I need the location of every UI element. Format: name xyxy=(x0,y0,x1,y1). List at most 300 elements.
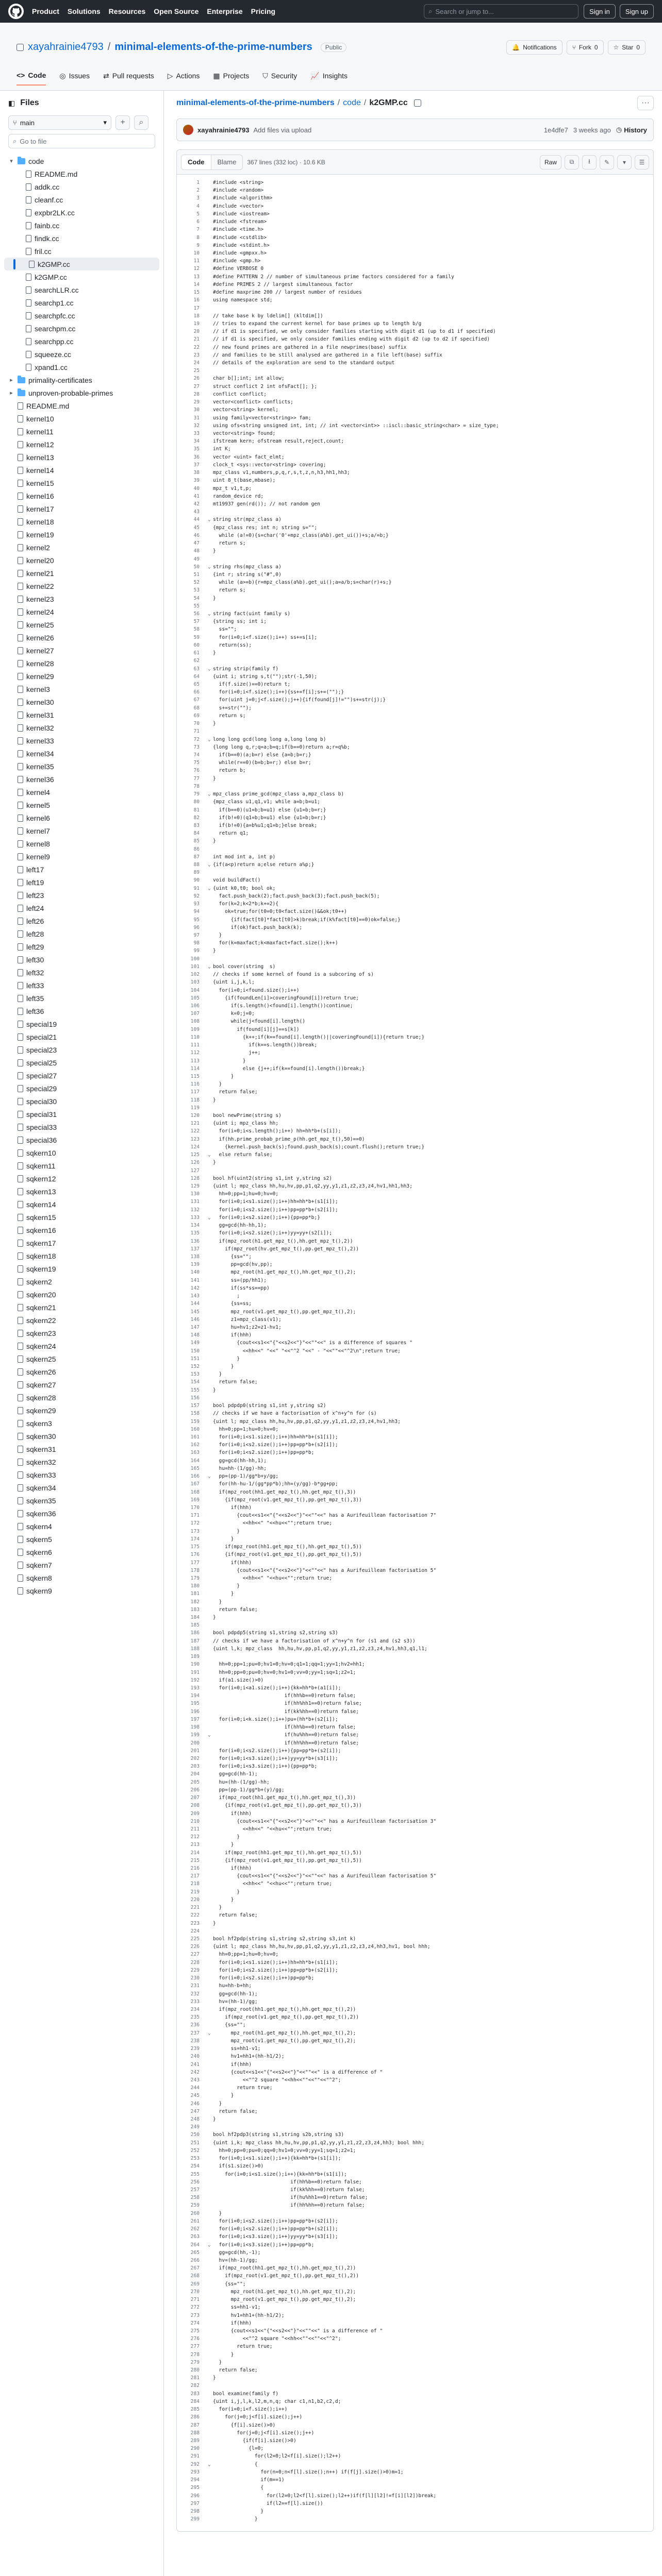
tree-file[interactable] xyxy=(4,1172,159,1185)
line-number[interactable]: 157 xyxy=(190,1403,200,1409)
line-number[interactable]: 149 xyxy=(190,1340,200,1346)
fold-chevron-icon[interactable]: ⌄ xyxy=(208,862,211,868)
line-number[interactable]: 46 xyxy=(193,532,200,538)
line-number[interactable]: 136 xyxy=(190,1238,200,1244)
tree-file[interactable] xyxy=(4,309,159,322)
line-number[interactable]: 268 xyxy=(190,2273,200,2279)
line-number[interactable]: 287 xyxy=(190,2422,200,2428)
line-number[interactable]: 121 xyxy=(190,1121,200,1127)
line-number[interactable]: 135 xyxy=(190,1230,200,1236)
line-number[interactable]: 94 xyxy=(193,909,200,915)
line-number[interactable]: 145 xyxy=(190,1309,200,1315)
tree-file[interactable] xyxy=(4,1095,159,1108)
line-number[interactable]: 128 xyxy=(190,1175,200,1181)
tree-file[interactable] xyxy=(4,502,159,515)
line-number[interactable]: 196 xyxy=(190,1708,200,1715)
line-number[interactable]: 238 xyxy=(190,2038,200,2044)
tree-file[interactable] xyxy=(4,592,159,605)
tree-file[interactable] xyxy=(4,876,159,889)
line-number[interactable]: 172 xyxy=(190,1520,200,1527)
line-number[interactable]: 195 xyxy=(190,1701,200,1707)
edit-pencil-icon[interactable]: ✎ xyxy=(600,155,614,170)
line-number[interactable]: 163 xyxy=(190,1450,200,1456)
line-number[interactable]: 6 xyxy=(196,219,200,225)
tree-file[interactable] xyxy=(4,580,159,592)
tree-file[interactable] xyxy=(4,927,159,940)
line-number[interactable]: 71 xyxy=(193,728,200,735)
line-number[interactable]: 20 xyxy=(193,329,200,335)
line-number[interactable]: 73 xyxy=(193,744,200,750)
line-number[interactable]: 17 xyxy=(193,305,200,311)
history-button[interactable] xyxy=(616,126,647,134)
line-number[interactable]: 31 xyxy=(193,415,200,421)
tree-file[interactable] xyxy=(4,1507,159,1520)
line-number[interactable]: 229 xyxy=(190,1967,200,1973)
line-number[interactable]: 22 xyxy=(193,344,200,350)
line-number[interactable]: 42 xyxy=(193,501,200,507)
line-number[interactable]: 206 xyxy=(190,1787,200,1793)
line-number[interactable]: 198 xyxy=(190,1724,200,1731)
tree-file[interactable] xyxy=(4,489,159,502)
line-number[interactable]: 230 xyxy=(190,1975,200,1981)
line-number[interactable]: 170 xyxy=(190,1504,200,1511)
line-number[interactable]: 29 xyxy=(193,399,200,405)
line-number[interactable]: 55 xyxy=(193,603,200,609)
line-number[interactable]: 235 xyxy=(190,2014,200,2021)
line-number[interactable]: 64 xyxy=(193,673,200,680)
tree-file[interactable] xyxy=(4,1301,159,1314)
line-number[interactable]: 232 xyxy=(190,1991,200,1997)
fold-chevron-icon[interactable]: ⌄ xyxy=(208,611,211,617)
line-number[interactable]: 160 xyxy=(190,1426,200,1432)
line-number[interactable]: 297 xyxy=(190,2500,200,2506)
line-number[interactable]: 270 xyxy=(190,2289,200,2295)
line-number[interactable]: 184 xyxy=(190,1615,200,1621)
line-number[interactable]: 261 xyxy=(190,2218,200,2224)
line-number[interactable]: 88 xyxy=(193,862,200,868)
line-number[interactable]: 253 xyxy=(190,2156,200,2162)
tree-file[interactable] xyxy=(4,425,159,438)
line-number[interactable]: 215 xyxy=(190,1857,200,1863)
tree-file[interactable] xyxy=(4,399,159,412)
line-number[interactable]: 89 xyxy=(193,870,200,876)
line-number[interactable]: 156 xyxy=(190,1395,200,1401)
line-number[interactable]: 122 xyxy=(190,1128,200,1134)
tree-file[interactable] xyxy=(4,361,159,374)
line-number[interactable]: 113 xyxy=(190,1058,200,1064)
line-number[interactable]: 7 xyxy=(196,227,200,233)
tree-file[interactable] xyxy=(4,1584,159,1597)
tree-folder[interactable] xyxy=(4,374,159,386)
tree-file[interactable] xyxy=(4,567,159,580)
line-number[interactable]: 203 xyxy=(190,1764,200,1770)
github-logo-icon[interactable] xyxy=(8,4,24,19)
add-file-button[interactable]: + xyxy=(115,115,130,130)
line-number[interactable]: 21 xyxy=(193,336,200,343)
tree-file[interactable] xyxy=(4,515,159,528)
tab-code[interactable] xyxy=(16,71,46,86)
line-number[interactable]: 79 xyxy=(193,791,200,798)
star-button[interactable] xyxy=(608,40,646,55)
line-number[interactable]: 148 xyxy=(190,1332,200,1338)
line-number[interactable]: 101 xyxy=(190,963,200,970)
line-number[interactable]: 279 xyxy=(190,2359,200,2365)
tree-file[interactable] xyxy=(4,914,159,927)
line-number[interactable]: 58 xyxy=(193,626,200,633)
tree-file[interactable] xyxy=(4,696,159,708)
line-number[interactable]: 245 xyxy=(190,2093,200,2099)
line-number[interactable]: 267 xyxy=(190,2265,200,2272)
line-number[interactable]: 200 xyxy=(190,1740,200,1746)
line-number[interactable]: 100 xyxy=(190,956,200,962)
line-number[interactable]: 80 xyxy=(193,799,200,805)
tree-file[interactable] xyxy=(4,335,159,348)
nav-solutions[interactable]: Solutions xyxy=(67,7,101,15)
tree-file[interactable] xyxy=(4,631,159,644)
line-number[interactable]: 298 xyxy=(190,2508,200,2514)
tree-file[interactable] xyxy=(4,1571,159,1584)
tree-file[interactable] xyxy=(4,1365,159,1378)
line-number[interactable]: 38 xyxy=(193,470,200,476)
line-number[interactable]: 132 xyxy=(190,1207,200,1213)
line-number[interactable]: 146 xyxy=(190,1316,200,1323)
line-number[interactable]: 296 xyxy=(190,2493,200,2499)
sidebar-collapse-icon[interactable]: ◧ xyxy=(8,98,15,107)
line-number[interactable]: 69 xyxy=(193,713,200,719)
line-number[interactable]: 223 xyxy=(190,1920,200,1926)
line-number[interactable]: 199 xyxy=(190,1732,200,1738)
fold-chevron-icon[interactable]: ⌄ xyxy=(208,1732,211,1738)
line-number[interactable]: 78 xyxy=(193,783,200,789)
tree-file[interactable] xyxy=(4,296,159,309)
line-number[interactable]: 123 xyxy=(190,1136,200,1142)
code-view-button[interactable]: Code xyxy=(181,155,211,170)
line-number[interactable]: 40 xyxy=(193,485,200,492)
tree-file[interactable] xyxy=(4,708,159,721)
line-number[interactable]: 286 xyxy=(190,2414,200,2420)
line-number[interactable]: 60 xyxy=(193,642,200,648)
tree-file[interactable] xyxy=(4,283,159,296)
line-number[interactable]: 92 xyxy=(193,893,200,899)
line-number[interactable]: 57 xyxy=(193,619,200,625)
line-number[interactable]: 242 xyxy=(190,2069,200,2075)
line-number[interactable]: 33 xyxy=(193,431,200,436)
line-number[interactable]: 153 xyxy=(190,1371,200,1378)
tree-file[interactable] xyxy=(4,1082,159,1095)
download-icon[interactable]: ⭳ xyxy=(582,155,597,170)
tree-file[interactable] xyxy=(4,1533,159,1546)
line-number[interactable]: 285 xyxy=(190,2406,200,2413)
line-number[interactable]: 51 xyxy=(193,571,200,578)
tree-file[interactable] xyxy=(4,1443,159,1455)
line-number[interactable]: 175 xyxy=(190,1544,200,1550)
tree-file[interactable] xyxy=(4,850,159,863)
line-number[interactable]: 44 xyxy=(193,517,200,523)
line-number[interactable]: 176 xyxy=(190,1552,200,1558)
line-number[interactable]: 87 xyxy=(193,854,200,860)
tree-file[interactable] xyxy=(4,1133,159,1146)
line-number[interactable]: 104 xyxy=(190,987,200,993)
tree-file[interactable] xyxy=(4,438,159,451)
line-number[interactable]: 36 xyxy=(193,454,200,460)
line-number[interactable]: 154 xyxy=(190,1379,200,1385)
line-number[interactable]: 259 xyxy=(190,2202,200,2209)
line-number[interactable]: 83 xyxy=(193,822,200,828)
line-number[interactable]: 1 xyxy=(196,180,200,185)
line-number[interactable]: 111 xyxy=(190,1042,200,1048)
line-number[interactable]: 159 xyxy=(190,1418,200,1425)
line-number[interactable]: 164 xyxy=(190,1458,200,1464)
tree-file[interactable] xyxy=(4,554,159,567)
line-number[interactable]: 294 xyxy=(190,2477,200,2483)
line-number[interactable]: 61 xyxy=(193,650,200,656)
line-number[interactable]: 239 xyxy=(190,2046,200,2052)
line-number[interactable]: 216 xyxy=(190,1866,200,1872)
line-number[interactable]: 180 xyxy=(190,1583,200,1589)
tree-file[interactable] xyxy=(4,180,159,193)
tree-file[interactable] xyxy=(4,258,159,270)
line-number[interactable]: 260 xyxy=(190,2210,200,2216)
tree-file[interactable] xyxy=(4,979,159,992)
line-number[interactable]: 194 xyxy=(190,1693,200,1699)
tree-file[interactable] xyxy=(4,1043,159,1056)
line-number[interactable]: 165 xyxy=(190,1465,200,1471)
line-number[interactable]: 77 xyxy=(193,775,200,782)
line-number[interactable]: 246 xyxy=(190,2100,200,2107)
line-number[interactable]: 129 xyxy=(190,1183,200,1189)
line-number[interactable]: 62 xyxy=(193,658,200,664)
line-number[interactable]: 189 xyxy=(190,1654,200,1660)
tree-file[interactable] xyxy=(4,760,159,773)
line-number[interactable]: 125 xyxy=(190,1152,200,1158)
line-number[interactable]: 8 xyxy=(196,234,200,241)
line-number[interactable]: 142 xyxy=(190,1285,200,1291)
line-number[interactable]: 251 xyxy=(190,2140,200,2146)
line-number[interactable]: 276 xyxy=(190,2336,200,2342)
line-number[interactable]: 233 xyxy=(190,1998,200,2005)
tree-file[interactable] xyxy=(4,1378,159,1391)
tree-file[interactable] xyxy=(4,541,159,554)
tree-file[interactable] xyxy=(4,451,159,464)
line-number[interactable]: 116 xyxy=(190,1081,200,1088)
line-number[interactable]: 63 xyxy=(193,666,200,672)
tree-file[interactable] xyxy=(4,1159,159,1172)
sign-in-link[interactable]: Sign in xyxy=(584,4,616,19)
fork-button[interactable] xyxy=(567,40,604,55)
line-number[interactable]: 262 xyxy=(190,2226,200,2232)
line-number[interactable]: 236 xyxy=(190,2022,200,2028)
tree-file[interactable] xyxy=(4,528,159,541)
tree-file[interactable] xyxy=(4,1417,159,1430)
line-number[interactable]: 11 xyxy=(193,258,200,264)
line-number[interactable]: 96 xyxy=(193,924,200,930)
line-number[interactable]: 30 xyxy=(193,407,200,413)
line-number[interactable]: 258 xyxy=(190,2195,200,2201)
line-number[interactable]: 150 xyxy=(190,1348,200,1354)
line-number[interactable]: 275 xyxy=(190,2328,200,2334)
line-number[interactable]: 3 xyxy=(196,195,200,201)
tree-file[interactable] xyxy=(4,193,159,206)
line-number[interactable]: 248 xyxy=(190,2116,200,2123)
tree-file[interactable] xyxy=(4,1185,159,1198)
line-number[interactable]: 166 xyxy=(190,1473,200,1480)
line-number[interactable]: 237 xyxy=(190,2030,200,2036)
sign-up-button[interactable]: Sign up xyxy=(620,4,654,19)
line-number[interactable]: 243 xyxy=(190,2077,200,2083)
line-number[interactable]: 272 xyxy=(190,2304,200,2311)
line-number[interactable]: 250 xyxy=(190,2132,200,2138)
line-number[interactable]: 110 xyxy=(190,1034,200,1040)
line-number[interactable]: 138 xyxy=(190,1253,200,1260)
avatar[interactable] xyxy=(183,125,193,135)
tree-file[interactable] xyxy=(4,786,159,799)
line-number[interactable]: 48 xyxy=(193,548,200,554)
tree-file[interactable] xyxy=(4,799,159,811)
tree-file[interactable] xyxy=(4,1121,159,1133)
line-number[interactable]: 221 xyxy=(190,1905,200,1911)
tree-folder[interactable] xyxy=(4,386,159,399)
line-number[interactable]: 240 xyxy=(190,2054,200,2060)
line-number[interactable]: 108 xyxy=(190,1019,200,1025)
line-number[interactable]: 118 xyxy=(190,1097,200,1103)
line-number[interactable]: 152 xyxy=(190,1364,200,1370)
line-number[interactable]: 228 xyxy=(190,1959,200,1965)
fold-chevron-icon[interactable]: ⌄ xyxy=(208,2242,211,2248)
tree-file[interactable] xyxy=(4,1494,159,1507)
line-number[interactable]: 74 xyxy=(193,752,200,758)
line-number[interactable]: 105 xyxy=(190,995,200,1001)
line-number[interactable]: 181 xyxy=(190,1591,200,1597)
notifications-button[interactable] xyxy=(506,40,562,55)
line-number[interactable]: 12 xyxy=(193,266,200,272)
line-number[interactable]: 192 xyxy=(190,1677,200,1683)
fold-chevron-icon[interactable]: ⌄ xyxy=(208,885,211,891)
line-number[interactable]: 133 xyxy=(190,1214,200,1221)
line-number[interactable]: 197 xyxy=(190,1716,200,1722)
line-number[interactable]: 187 xyxy=(190,1638,200,1644)
tree-file[interactable] xyxy=(4,1030,159,1043)
line-number[interactable]: 126 xyxy=(190,1160,200,1166)
line-number[interactable]: 120 xyxy=(190,1113,200,1119)
line-number[interactable]: 27 xyxy=(193,383,200,389)
line-number[interactable]: 214 xyxy=(190,1850,200,1856)
tree-file[interactable] xyxy=(4,412,159,425)
tree-file[interactable] xyxy=(4,1198,159,1211)
line-number[interactable]: 224 xyxy=(190,1928,200,1934)
copy-icon[interactable]: ⧉ xyxy=(565,155,579,170)
tree-file[interactable] xyxy=(4,1430,159,1443)
line-number[interactable]: 59 xyxy=(193,634,200,640)
tree-file[interactable] xyxy=(4,1249,159,1262)
line-number[interactable]: 139 xyxy=(190,1262,200,1268)
line-number[interactable]: 295 xyxy=(190,2485,200,2491)
tree-file[interactable] xyxy=(4,1314,159,1327)
tree-file[interactable] xyxy=(4,245,159,258)
line-number[interactable]: 24 xyxy=(193,360,200,366)
copy-path-icon[interactable] xyxy=(414,99,421,107)
line-number[interactable]: 147 xyxy=(190,1324,200,1330)
line-number[interactable]: 254 xyxy=(190,2163,200,2170)
tree-file[interactable] xyxy=(4,966,159,979)
line-number[interactable]: 255 xyxy=(190,2171,200,2177)
line-number[interactable]: 115 xyxy=(190,1073,200,1079)
tree-file[interactable] xyxy=(4,1468,159,1481)
tree-file[interactable] xyxy=(4,734,159,747)
line-number[interactable]: 171 xyxy=(190,1513,200,1519)
line-number[interactable]: 41 xyxy=(193,493,200,499)
tree-file[interactable] xyxy=(4,902,159,914)
line-number[interactable]: 14 xyxy=(193,281,200,287)
line-number[interactable]: 227 xyxy=(190,1952,200,1958)
line-number[interactable]: 288 xyxy=(190,2430,200,2436)
line-number[interactable]: 130 xyxy=(190,1191,200,1197)
line-number[interactable]: 68 xyxy=(193,705,200,711)
search-files-button[interactable]: ⌕ xyxy=(134,115,148,130)
fold-chevron-icon[interactable]: ⌄ xyxy=(208,2030,211,2036)
tree-file[interactable] xyxy=(4,670,159,683)
line-number[interactable]: 161 xyxy=(190,1434,200,1440)
raw-button[interactable]: Raw xyxy=(540,155,561,170)
line-number[interactable]: 127 xyxy=(190,1167,200,1174)
fold-chevron-icon[interactable]: ⌄ xyxy=(208,666,211,672)
line-number[interactable]: 265 xyxy=(190,2249,200,2256)
line-number[interactable]: 19 xyxy=(193,320,200,327)
line-number[interactable]: 219 xyxy=(190,1889,200,1895)
tab-insights[interactable] xyxy=(310,71,347,86)
line-number[interactable]: 134 xyxy=(190,1223,200,1229)
tab-pull-requests[interactable] xyxy=(103,71,154,86)
line-number[interactable]: 137 xyxy=(190,1246,200,1252)
line-number[interactable]: 81 xyxy=(193,807,200,813)
line-number[interactable]: 140 xyxy=(190,1269,200,1276)
line-number[interactable]: 225 xyxy=(190,1936,200,1942)
tree-file[interactable] xyxy=(4,940,159,953)
tab-actions[interactable] xyxy=(168,71,200,86)
line-number[interactable]: 281 xyxy=(190,2375,200,2381)
tree-file[interactable] xyxy=(4,863,159,876)
tree-file[interactable] xyxy=(4,1352,159,1365)
line-number[interactable]: 32 xyxy=(193,422,200,429)
tree-file[interactable] xyxy=(4,464,159,477)
line-number[interactable]: 252 xyxy=(190,2147,200,2154)
line-number[interactable]: 13 xyxy=(193,274,200,280)
go-to-file-input[interactable] xyxy=(8,134,155,148)
tree-file[interactable] xyxy=(4,1056,159,1069)
line-number[interactable]: 162 xyxy=(190,1442,200,1448)
tree-file[interactable] xyxy=(4,206,159,219)
fold-chevron-icon[interactable]: ⌄ xyxy=(208,517,211,523)
tree-file[interactable] xyxy=(4,1018,159,1030)
tree-file[interactable] xyxy=(4,232,159,245)
line-number[interactable]: 52 xyxy=(193,580,200,586)
breadcrumb-repo-link[interactable]: minimal-elements-of-the-prime-numbers xyxy=(176,98,335,107)
nav-open-source[interactable]: Open Source xyxy=(154,7,199,15)
line-number[interactable]: 202 xyxy=(190,1755,200,1761)
line-number[interactable]: 247 xyxy=(190,2108,200,2114)
line-number[interactable]: 25 xyxy=(193,368,200,374)
line-number[interactable]: 271 xyxy=(190,2297,200,2303)
line-number[interactable]: 178 xyxy=(190,1567,200,1573)
more-options-button[interactable]: ··· xyxy=(637,96,654,110)
line-number[interactable]: 231 xyxy=(190,1983,200,1989)
blame-view-button[interactable]: Blame xyxy=(217,158,237,166)
line-number[interactable]: 158 xyxy=(190,1411,200,1417)
tree-file[interactable] xyxy=(4,348,159,361)
line-number[interactable]: 263 xyxy=(190,2234,200,2240)
line-number[interactable]: 226 xyxy=(190,1944,200,1950)
line-number[interactable]: 35 xyxy=(193,446,200,452)
line-number[interactable]: 112 xyxy=(190,1050,200,1056)
